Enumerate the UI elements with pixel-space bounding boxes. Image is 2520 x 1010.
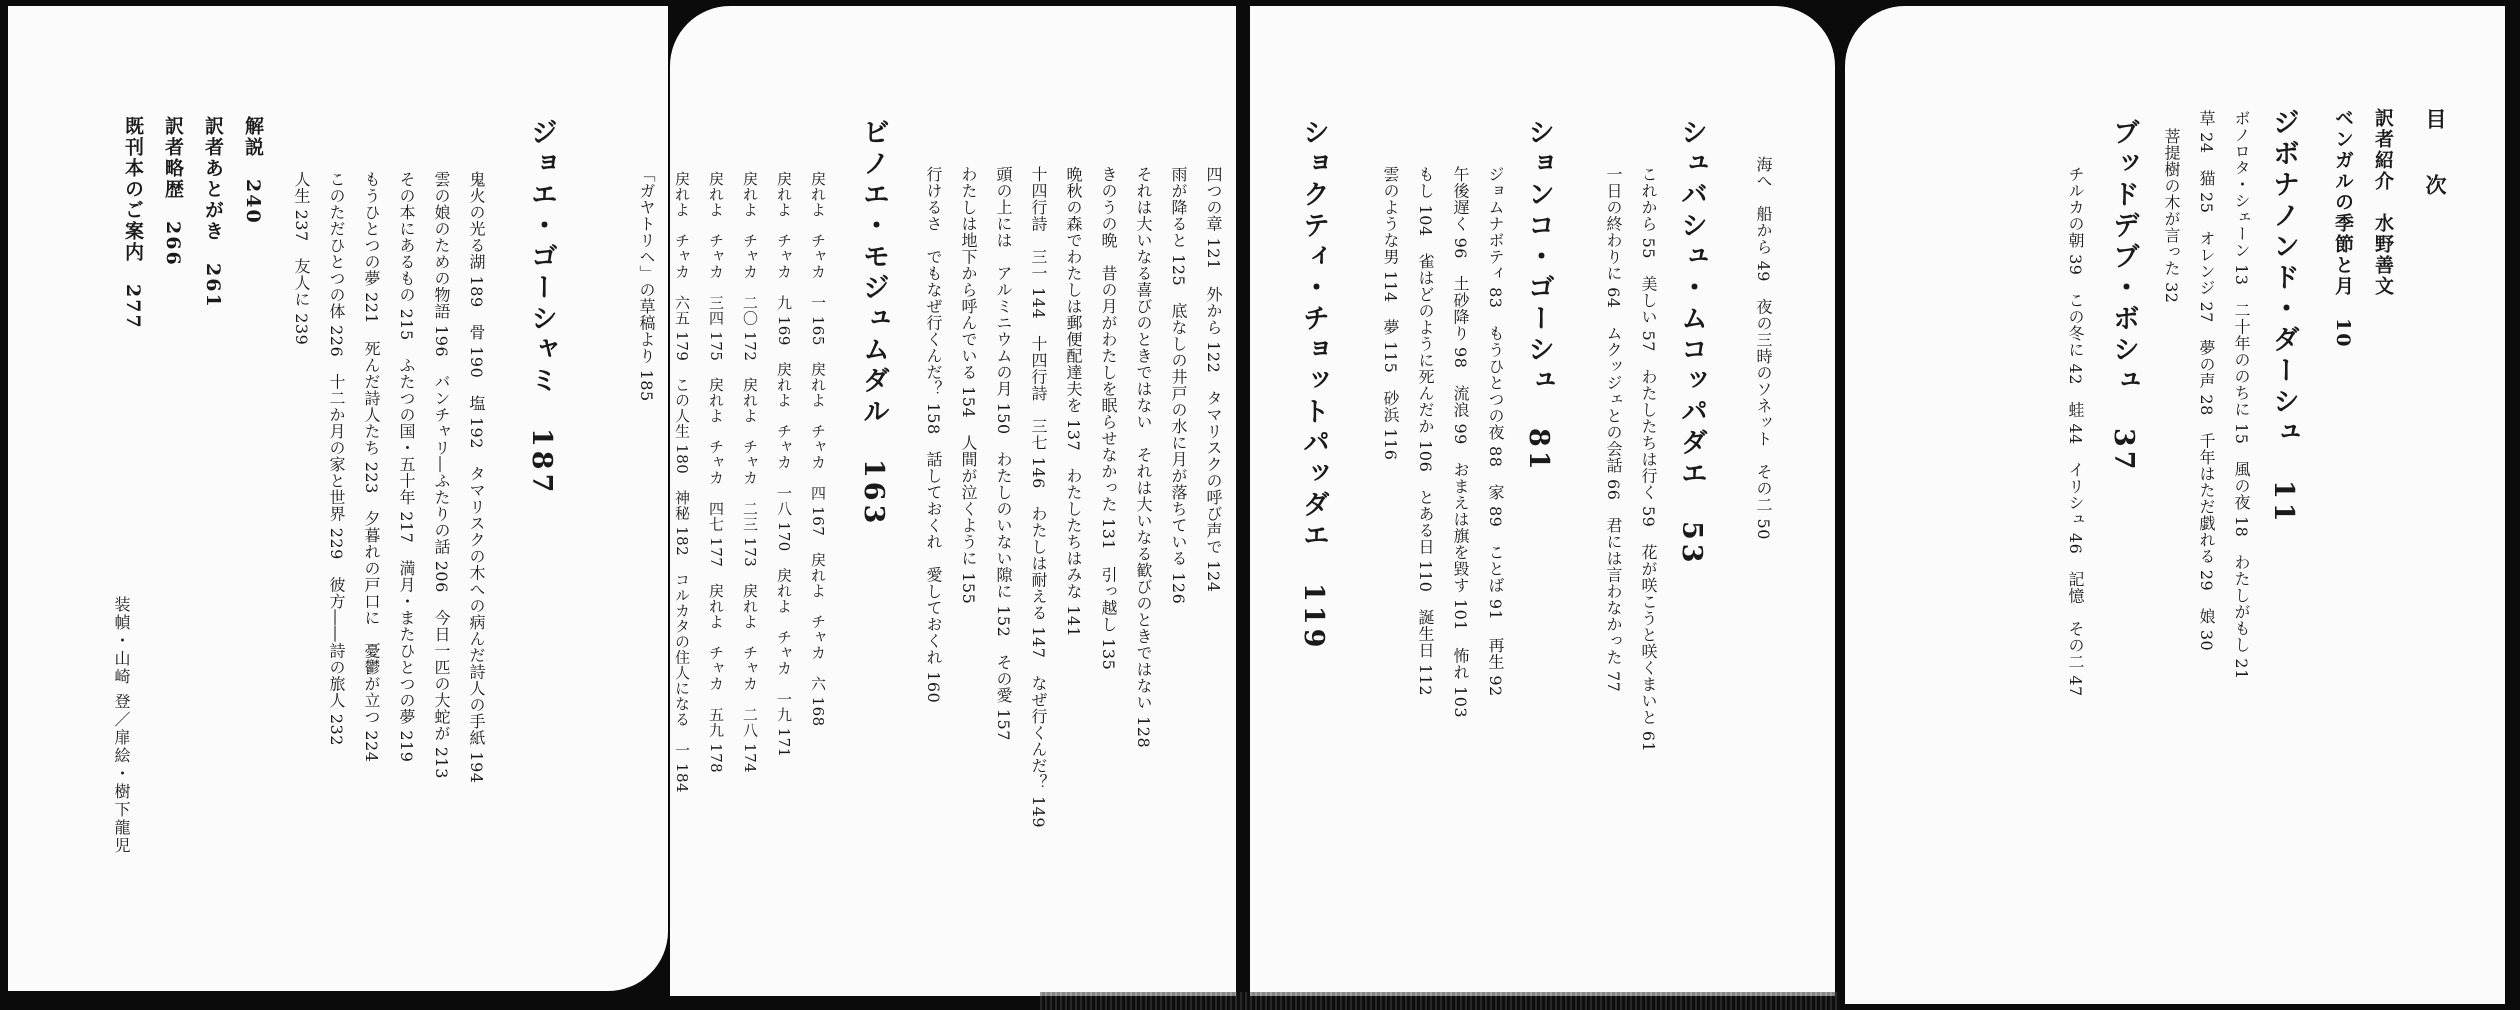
toc-entry: 戻れよ チャカ 一 165 戻れよ チャカ 四 167 戻れよ チャカ 六 168 bbox=[809, 171, 827, 727]
toc-entry: ジョムナボティ 83 もうひとつの夜 88 家 89 ことば 91 再生 92 bbox=[1486, 166, 1505, 697]
bengal-seasons: ベンガルの季節と月 10 bbox=[2332, 108, 2354, 349]
toc-entry: 雲の娘のための物語 196 バンチャリ―ふたりの話 206 今日一匹の大蛇が 213 bbox=[432, 171, 451, 779]
toc-title: 目 次 bbox=[2423, 108, 2448, 207]
toc-entry: 人生 237 友人に 239 bbox=[292, 171, 311, 346]
toc-entry: 十四行詩 三一 144 十四行詩 三七 146 わたしは耐える 147 なぜ行くんだ？ 149 bbox=[1029, 166, 1048, 828]
toc-page-mid-left bbox=[670, 6, 1235, 996]
toc-entry: きのうの晩 昔の月がわたしを眠らせなかった 131 引っ越し 135 bbox=[1099, 166, 1118, 671]
translator-bio: 訳者略歴 266 bbox=[162, 116, 184, 267]
toc-entry: 四つの章 121 外から 122 タマリスクの呼び声で 124 bbox=[1204, 166, 1223, 593]
translator-afterword: 訳者あとがき 261 bbox=[202, 116, 224, 309]
toc-page-mid-right bbox=[1235, 6, 1835, 996]
toc-entry: 戻れよ チャカ 六五 179 この人生 180 神秘 182 コルカタの住人になる 一 184 bbox=[673, 171, 691, 794]
toc-entry: 「ガヤトリヘ」の草稿より 185 bbox=[637, 166, 656, 402]
toc-entry: 草 24 猫 25 オレンジ 27 夢の声 28 千年はただ戯れる 29 娘 30 bbox=[2197, 110, 2216, 652]
poet-heading-subhash: シュバシュ・ムコッパダエ 53 bbox=[1676, 118, 1707, 567]
toc-entry: これから 55 美しい 57 わたしたちは行く 59 花が咲こうと咲くまいと 61 bbox=[1639, 166, 1658, 753]
design-credit: 装幀・山崎 登／扉絵・樹下龍児 bbox=[112, 596, 131, 856]
toc-entry: それは大いなる喜びのときではない それは大いなる歓びのときではない 128 bbox=[1134, 166, 1153, 749]
toc-entry: 海へ 船から 49 夜の三時のソネット その二 50 bbox=[1754, 156, 1773, 540]
toc-entry: 行けるさ でもなぜ行くんだ？ 158 話しておくれ 愛しておくれ 160 bbox=[924, 166, 943, 704]
toc-entry: 晩秋の森でわたしは郵便配達夫を 137 わたしたちはみな 141 bbox=[1064, 166, 1083, 638]
toc-entry: 戻れよ チャカ 三四 175 戻れよ チャカ 四七 177 戻れよ チャカ 五九 178 bbox=[707, 171, 725, 774]
poet-heading-shakti: ショクティ・チョットパッダエ 119 bbox=[1298, 118, 1329, 652]
poet-heading-joy: ジョエ・ゴーシャミ 187 bbox=[526, 118, 557, 497]
toc-page-left bbox=[8, 6, 668, 991]
scan-noise bbox=[1040, 992, 1240, 1010]
toc-entry: 戻れよ チャカ 九 169 戻れよ チャカ 一八 170 戻れよ チャカ 一九 171 bbox=[775, 171, 793, 758]
toc-entry: 戻れよ チャカ 二〇 172 戻れよ チャカ 二三 173 戻れよ チャカ 二八 174 bbox=[741, 171, 759, 774]
poet-heading-shankha: ションコ・ゴーシュ 81 bbox=[1523, 118, 1554, 474]
commentary: 解説 240 bbox=[242, 116, 264, 225]
poet-heading-binoy: ビノエ・モジュムダル 163 bbox=[858, 118, 889, 528]
page-gutter bbox=[1236, 0, 1250, 1010]
toc-entry: チルカの朝 39 この冬に 42 蛙 44 イリシュ 46 記憶 その二 47 bbox=[2066, 166, 2085, 697]
toc-entry: ボノロタ・シェーン 13 二十年ののちに 15 風の夜 18 わたしがもし 21 bbox=[2232, 110, 2251, 680]
toc-entry: 頭の上には アルミニウムの月 150 わたしのいない隙に 152 その愛 157 bbox=[994, 166, 1013, 741]
toc-entry: わたしは地下から呼んでいる 154 人間が泣くように 155 bbox=[959, 166, 978, 605]
toc-entry: 鬼火の光る湖 189 骨 190 塩 192 タマリスクの木への病んだ詩人の手紙 194 bbox=[467, 171, 486, 784]
toc-entry: このただひとつの体 226 十二か月の家と世界 229 彼方――詩の旅人 232 bbox=[327, 171, 346, 746]
toc-entry: もし 104 雀はどのように死んだか 106 とある日 110 誕生日 112 bbox=[1416, 166, 1435, 696]
poet-heading-jibanananda: ジボナノンド・ダーシュ 11 bbox=[2268, 108, 2299, 526]
toc-entry: もうひとつの夢 221 死んだ詩人たち 223 夕暮れの戸口に 憂鬱が立つ 224 bbox=[362, 171, 381, 763]
translator-intro: 訳者紹介 水野善文 bbox=[2372, 108, 2394, 297]
toc-entry: 雲のような男 114 夢 115 砂浜 116 bbox=[1381, 166, 1400, 461]
toc-entry: 一日の終わりに 64 ムクッジェとの会話 66 君には言わなかった 77 bbox=[1604, 166, 1623, 693]
toc-page-right bbox=[1845, 6, 2505, 1004]
toc-entry: 菩提樹の木が言った 32 bbox=[2162, 128, 2181, 304]
scan-noise bbox=[1240, 992, 1840, 1010]
toc-entry: 雨が降ると 125 底なしの井戸の水に月が落ちている 126 bbox=[1169, 166, 1188, 605]
poet-heading-buddhadeb: ブッドデブ・ボシュ 37 bbox=[2108, 118, 2139, 474]
toc-entry: その本にあるもの 215 ふたつの国・五十年 217 満月・またひとつの夢 219 bbox=[397, 171, 416, 763]
toc-entry: 午後遅く 96 土砂降り 98 流浪 99 おまえは旗を毀す 101 怖れ 103 bbox=[1451, 166, 1470, 719]
published-books: 既刊本のご案内 277 bbox=[122, 116, 144, 330]
